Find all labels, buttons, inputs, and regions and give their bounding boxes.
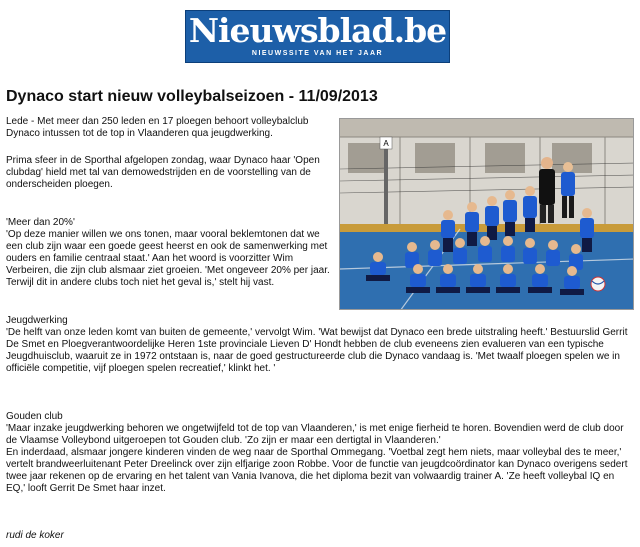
logo-tagline: NIEUWSSITE VAN HET JAAR xyxy=(251,50,384,57)
paragraph-meer-dan-20: 'Op deze manier willen we ons tonen, maar vooral beklemtonen dat we een club zijn waar een goede geest heerst en ook de samenwerking met ouders en familie centraal staat.' Aan het woord is voorzitter Wim Verbeiren, die zijn club alsmaar ziet groeien. 'Met ongeveer 20% per jaar. Terwijl dit in andere clubs toch niet het geval is,' stelt hij vast. xyxy=(6,229,330,288)
court-letter-sign: A xyxy=(383,139,389,148)
logo-wordmark: Nieuwsblad.be xyxy=(188,11,447,50)
paragraph-clubdag: Prima sfeer in de Sporthal afgelopen zondag, waar Dynaco haar 'Open clubdag' hield met tal van demowedstrijden en de voorstelling van de onderscheiden ploegen. xyxy=(6,155,320,190)
section-heading-gouden-club: Gouden club xyxy=(6,411,63,422)
article-author: rudi de koker xyxy=(6,530,64,541)
section-heading-meer-dan-20: 'Meer dan 20%' xyxy=(6,217,75,228)
section-heading-jeugdwerking: Jeugdwerking xyxy=(6,315,68,326)
paragraph-intro: Lede - Met meer dan 250 leden en 17 ploegen behoort volleybalclub Dynaco intussen tot de top in Vlaanderen qua jeugdwerking. xyxy=(6,116,309,139)
paragraph-ommegang: En inderdaad, alsmaar jongere kinderen vinden de weg naar de Sporthal Ommegang. 'Voetbal zegt hem niets, maar volleybal des te meer,' vertelt brandweerluitenant Peter Dreelinck over zijn elfjarige zoon Robbe. Voor de functie van jeugdcoördinator kan Dynaco overigens sedert twee jaar rekenen op de ervaring en het talent van Vania Ivanova, die het diploma bezit van volwaardig trainer A. 'Ze heeft volleybal IQ en EQ,' looft Gerrit De Smet haar inzet. xyxy=(6,447,628,494)
team-photo xyxy=(339,118,634,310)
article-title: Dynaco start nieuw volleybalseizoen - 11/09/2013 xyxy=(6,88,378,105)
paragraph-jeugdwerking: 'De helft van onze leden komt van buiten de gemeente,' vervolgt Wim. 'Wat bewijst dat Dynaco een brede uitstraling heeft.' Bestuurslid Gerrit De Smet en Ploegverantwoordelijke Heren 1ste provinciale Lieven D' Hondt hebben de club eveneens zien evalueren van een typische Jeugdhuisclub, waaruit ze in 1972 ontstaan is, naar de goed gestructureerde club die Dynaco vandaag is. 'Met twaalf ploegen spelen we in officiële competitie, vijf ploegen spelen recreatief,' klinkt het. ' xyxy=(6,327,628,374)
nieuwsblad-logo[interactable] xyxy=(185,10,450,63)
paragraph-gouden-club: 'Maar inzake jeugdwerking behoren we ongetwijfeld tot de top van Vlaanderen,' is met enige fierheid te horen. Bovendien werd de club door de Vlaamse Volleybond uitgeroepen tot Gouden club. 'Zo zijn er maar een dertigtal in Vlaanderen.' xyxy=(6,423,624,446)
